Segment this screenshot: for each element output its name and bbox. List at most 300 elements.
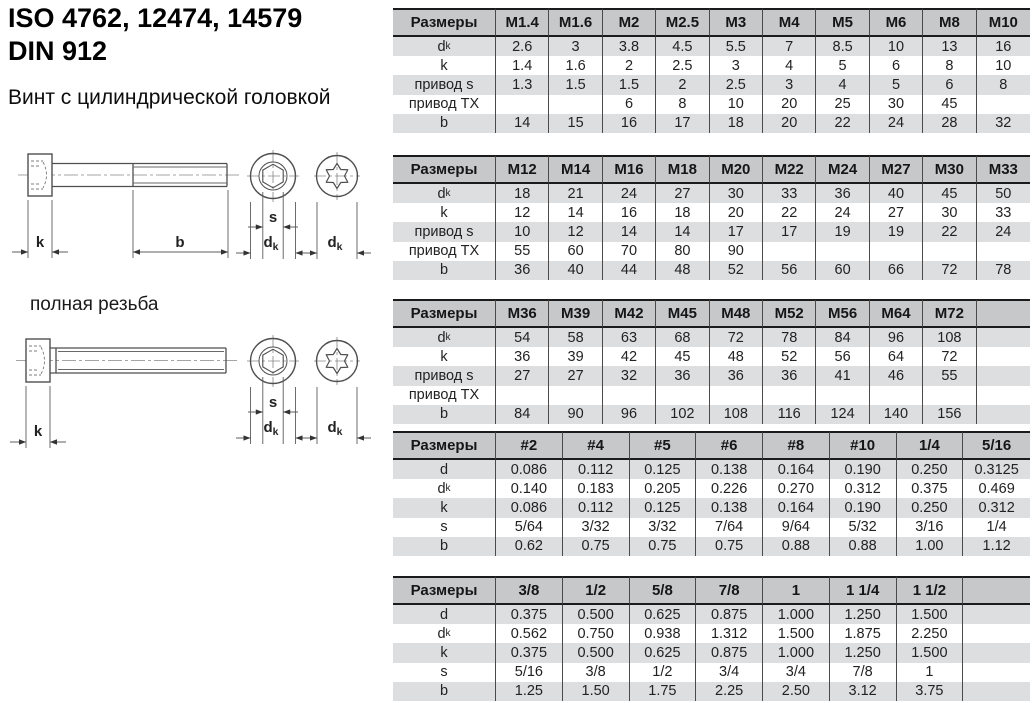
- dimension-value-cell: 14: [496, 114, 549, 133]
- dimension-value-cell: 52: [710, 261, 763, 280]
- dimension-value-cell: 0.086: [496, 498, 563, 517]
- row-label: d: [393, 605, 496, 624]
- size-column-header: M4: [763, 8, 816, 37]
- dimension-value-cell: 0.164: [763, 460, 830, 479]
- dimension-value-cell: 48: [710, 347, 763, 366]
- dimension-value-cell: 1: [897, 663, 964, 682]
- row-label: d k: [393, 37, 496, 56]
- dimension-value-cell: 14: [603, 222, 656, 241]
- dimension-value-cell: 16: [603, 114, 656, 133]
- dimension-value-cell: 0.112: [563, 498, 630, 517]
- row-label: привод TX: [393, 95, 496, 114]
- dimension-value-cell: 2: [656, 75, 709, 94]
- size-column-header: M12: [496, 155, 549, 184]
- dimension-value-cell: 50: [977, 184, 1030, 203]
- size-column-header: 1 1/4: [830, 576, 897, 605]
- dimension-value-cell: 1.75: [630, 682, 697, 701]
- dimension-value-cell: 0.500: [563, 643, 630, 662]
- size-column-header: #5: [630, 431, 697, 460]
- dimension-value-cell: 5: [816, 56, 869, 75]
- dimension-value-cell: [496, 95, 549, 114]
- dimension-value-cell: [603, 386, 656, 405]
- dimension-value-cell: 30: [923, 203, 976, 222]
- dimension-value-cell: 36: [496, 347, 549, 366]
- size-column-header: M2: [603, 8, 656, 37]
- dimension-value-cell: [977, 242, 1030, 261]
- size-column-header: 1/2: [563, 576, 630, 605]
- dimension-value-cell: 1.500: [763, 624, 830, 643]
- dimension-value-cell: 84: [496, 405, 549, 424]
- dimension-value-cell: 0.625: [630, 605, 697, 624]
- size-column-header: M27: [870, 155, 923, 184]
- size-column-header: #6: [696, 431, 763, 460]
- dimension-value-cell: 10: [995, 57, 1012, 74]
- dimension-value-cell: 116: [763, 405, 816, 424]
- dimension-value-cell: [963, 605, 1030, 624]
- dimension-value-cell: 36: [816, 184, 869, 203]
- dimension-value-cell: 0.3125: [963, 460, 1030, 479]
- table-corner-header: Размеры: [393, 8, 496, 37]
- row-label: k: [393, 643, 496, 662]
- full-thread-label: полная резьба: [30, 294, 159, 315]
- dimension-value-cell: 3/16: [897, 518, 964, 537]
- row-label: s: [393, 663, 496, 682]
- dimension-value-cell: 5/32: [830, 518, 897, 537]
- dimension-value-cell: 6: [603, 95, 656, 114]
- dim-label-dk: $d_k$: [263, 419, 279, 438]
- dimension-value-cell: 3/32: [563, 518, 630, 537]
- dimension-value-cell: 27: [656, 184, 709, 203]
- row-label: d k: [393, 328, 496, 347]
- dimension-value-cell: 0.312: [963, 498, 1030, 517]
- dimension-value-cell: 54: [496, 328, 549, 347]
- dimension-value-cell: 72: [710, 328, 763, 347]
- screw-head: [28, 154, 52, 196]
- dimension-value-cell: 0.75: [563, 537, 630, 556]
- product-subtitle: Винт с цилиндрической головкой: [8, 86, 331, 109]
- size-column-header: M3: [710, 8, 763, 37]
- dimension-value-cell: 55: [923, 366, 976, 385]
- dimension-value-cell: 0.375: [496, 605, 563, 624]
- size-column-header: M64: [870, 299, 923, 328]
- dimension-value-cell: 0.205: [630, 479, 697, 498]
- dimension-value-cell: 41: [816, 366, 869, 385]
- size-column-header: M22: [763, 155, 816, 184]
- dimension-value-cell: 3: [763, 75, 816, 94]
- dimension-value-cell: 3/4: [763, 663, 830, 682]
- size-column-header: #8: [763, 431, 830, 460]
- dimension-value-cell: 4.5: [656, 37, 709, 56]
- dimension-value-cell: 5.5: [710, 37, 763, 56]
- dimension-value-cell: 24: [603, 184, 656, 203]
- dimension-value-cell: 30: [870, 95, 923, 114]
- dimensions-table-3: [393, 299, 1030, 424]
- dimension-value-cell: [977, 347, 1030, 366]
- dimension-value-cell: 24: [977, 222, 1030, 241]
- dimension-value-cell: 18: [656, 203, 709, 222]
- size-column-header: M42: [603, 299, 656, 328]
- size-column-header: M45: [656, 299, 709, 328]
- row-label: s: [393, 518, 496, 537]
- dimension-value-cell: 90: [710, 242, 763, 261]
- dimension-value-cell: 60: [549, 242, 602, 261]
- size-column-header: M6: [870, 8, 923, 37]
- dimension-value-cell: 0.75: [630, 537, 697, 556]
- size-column-header: M52: [763, 299, 816, 328]
- dimension-value-cell: 2.6: [496, 37, 549, 56]
- row-label: b: [393, 261, 496, 280]
- dimension-value-cell: 20: [763, 114, 816, 133]
- row-label: b: [393, 114, 496, 133]
- dimension-value-cell: [816, 242, 869, 261]
- dimension-value-cell: 32: [603, 366, 656, 385]
- dim-label-dk: $d_k$: [327, 419, 343, 438]
- dimension-value-cell: 1.500: [897, 643, 964, 662]
- table-corner-header: Размеры: [393, 576, 496, 605]
- dimension-value-cell: 2.250: [897, 624, 964, 643]
- dimension-value-cell: 14: [549, 203, 602, 222]
- standard-iso-title: ISO 4762, 12474, 14579: [8, 3, 303, 33]
- dimension-value-cell: 27: [496, 366, 549, 385]
- dimension-value-cell: 36: [496, 261, 549, 280]
- dimension-value-cell: 1.00: [897, 537, 964, 556]
- row-label: b: [393, 537, 496, 556]
- dimension-value-cell: [977, 366, 1030, 385]
- dimension-value-cell: 2: [603, 56, 656, 75]
- dimension-value-cell: 0.312: [830, 479, 897, 498]
- dimension-value-cell: [763, 386, 816, 405]
- dimension-value-cell: 14: [656, 222, 709, 241]
- dimension-value-cell: 58: [549, 328, 602, 347]
- dimension-value-cell: 1.12: [963, 537, 1030, 556]
- row-label: d k: [393, 624, 496, 643]
- size-column-header: M39: [549, 299, 602, 328]
- dimension-value-cell: 1.3: [496, 75, 549, 94]
- dimension-value-cell: [710, 386, 763, 405]
- dimensions-table-2: [393, 155, 1030, 280]
- dimensions-table-1: [393, 8, 1030, 133]
- row-label: b: [393, 405, 496, 424]
- dimension-value-cell: 1.6: [549, 56, 602, 75]
- end-view-torx-socket: [303, 337, 371, 444]
- dimension-value-cell: [963, 624, 1030, 643]
- screw-drawing-full-thread: [0, 330, 385, 480]
- size-column-header: [977, 299, 1030, 328]
- dimension-value-cell: 0.75: [696, 537, 763, 556]
- dimension-value-cell: [977, 405, 1030, 424]
- size-column-header: 1: [763, 576, 830, 605]
- dimension-value-cell: 1.875: [830, 624, 897, 643]
- dimension-value-cell: 0.183: [563, 479, 630, 498]
- dimension-value-cell: 1.000: [763, 643, 830, 662]
- dimension-value-cell: 45: [656, 347, 709, 366]
- dimensions-table-5: [393, 576, 1030, 701]
- dimension-value-cell: 1.312: [696, 624, 763, 643]
- page-title: [8, 2, 302, 68]
- row-label: d k: [393, 479, 496, 498]
- size-column-header: M20: [710, 155, 763, 184]
- dimension-value-cell: 45: [923, 95, 976, 114]
- dimension-value-cell: 2.5: [710, 75, 763, 94]
- dimension-value-cell: 5/64: [496, 518, 563, 537]
- dimension-value-cell: [977, 95, 1030, 114]
- dimension-value-cell: 28: [923, 114, 976, 133]
- dimension-value-cell: 3/8: [563, 663, 630, 682]
- dimensions-table-4: [393, 431, 1030, 556]
- screw-drawing-partial-thread: [0, 146, 385, 296]
- dimension-value-cell: 17: [656, 114, 709, 133]
- dimension-value-cell: 19: [816, 222, 869, 241]
- size-column-header: 7/8: [696, 576, 763, 605]
- dimension-value-cell: 96: [870, 328, 923, 347]
- dimension-value-cell: 3.75: [897, 682, 964, 701]
- dimension-value-cell: [963, 663, 1030, 682]
- dimension-value-cell: 60: [816, 261, 869, 280]
- dimension-value-cell: 64: [870, 347, 923, 366]
- dimension-value-cell: 56: [763, 261, 816, 280]
- dimension-value-cell: 0.138: [696, 460, 763, 479]
- dimension-value-cell: [963, 643, 1030, 662]
- dimension-value-cell: 3/4: [696, 663, 763, 682]
- dimension-value-cell: 156: [923, 405, 976, 424]
- dimension-value-cell: [870, 386, 923, 405]
- dimension-value-cell: 68: [656, 328, 709, 347]
- table-corner-header: Размеры: [393, 155, 496, 184]
- dim-label-s: s: [268, 394, 278, 411]
- dimension-value-cell: 96: [603, 405, 656, 424]
- dimension-value-cell: 108: [923, 328, 976, 347]
- dimension-value-cell: 0.250: [897, 498, 964, 517]
- dimension-lines: [12, 190, 228, 258]
- dimension-value-cell: 63: [603, 328, 656, 347]
- dimension-value-cell: 0.375: [496, 643, 563, 662]
- dim-label-k: k: [33, 423, 43, 440]
- dimension-value-cell: 6: [923, 75, 976, 94]
- dimension-value-cell: 0.190: [830, 498, 897, 517]
- dimension-value-cell: 0.938: [630, 624, 697, 643]
- dimension-value-cell: 33: [995, 204, 1012, 221]
- dimension-value-cell: 17: [763, 222, 816, 241]
- size-column-header: [963, 576, 1030, 605]
- dimension-value-cell: 32: [977, 114, 1030, 133]
- dimension-value-cell: [549, 95, 602, 114]
- size-column-header: M30: [923, 155, 976, 184]
- dimension-value-cell: 0.562: [496, 624, 563, 643]
- dimension-value-cell: [977, 328, 1030, 347]
- dimension-value-cell: [963, 682, 1030, 701]
- size-column-header: 5/16: [963, 431, 1030, 460]
- dimension-value-cell: 0.138: [696, 498, 763, 517]
- size-column-header: #2: [496, 431, 563, 460]
- dimension-value-cell: 5: [870, 75, 923, 94]
- dimension-value-cell: 3.8: [603, 37, 656, 56]
- dimension-value-cell: 0.270: [763, 479, 830, 498]
- dimension-value-cell: 66: [870, 261, 923, 280]
- size-column-header: M48: [710, 299, 763, 328]
- dimension-value-cell: 21: [549, 184, 602, 203]
- dimension-value-cell: 46: [870, 366, 923, 385]
- dimension-value-cell: [923, 242, 976, 261]
- size-column-header: M18: [656, 155, 709, 184]
- size-column-header: M10: [977, 8, 1030, 37]
- dimension-value-cell: 22: [763, 203, 816, 222]
- dimension-value-cell: 27: [870, 203, 923, 222]
- dimension-value-cell: 3: [710, 56, 763, 75]
- size-column-header: 5/8: [630, 576, 697, 605]
- size-column-header: #4: [563, 431, 630, 460]
- dimension-value-cell: 0.140: [496, 479, 563, 498]
- dimension-value-cell: 39: [549, 347, 602, 366]
- size-column-header: M56: [816, 299, 869, 328]
- dimension-value-cell: 25: [816, 95, 869, 114]
- size-column-header: 3/8: [496, 576, 563, 605]
- dimension-value-cell: 1/4: [986, 519, 1007, 536]
- dim-label-k: k: [35, 234, 45, 251]
- row-label: k: [393, 347, 496, 366]
- dimension-value-cell: 30: [710, 184, 763, 203]
- dimension-value-cell: 18: [496, 184, 549, 203]
- table-corner-header: Размеры: [393, 431, 496, 460]
- dimension-value-cell: [763, 242, 816, 261]
- size-column-header: M2.5: [656, 8, 709, 37]
- dimension-value-cell: 48: [656, 261, 709, 280]
- end-view-torx-socket: [303, 152, 371, 259]
- dimension-value-cell: 0.226: [696, 479, 763, 498]
- dimension-value-cell: 78: [977, 261, 1030, 280]
- dimension-value-cell: 40: [870, 184, 923, 203]
- size-column-header: M16: [603, 155, 656, 184]
- dimension-value-cell: 9/64: [763, 518, 830, 537]
- dimension-value-cell: 15: [549, 114, 602, 133]
- dimension-value-cell: 0.375: [897, 479, 964, 498]
- dimension-value-cell: [816, 386, 869, 405]
- standard-din-title: DIN 912: [8, 35, 108, 66]
- dimension-value-cell: 20: [710, 203, 763, 222]
- dimension-value-cell: 5/16: [496, 663, 563, 682]
- dimension-value-cell: 40: [549, 261, 602, 280]
- dimension-value-cell: 10: [870, 37, 923, 56]
- dimension-value-cell: 0.250: [897, 460, 964, 479]
- size-column-header: M1.4: [496, 8, 549, 37]
- row-label: d: [393, 460, 496, 479]
- row-label: привод s: [393, 75, 496, 94]
- dimension-value-cell: 2.5: [656, 56, 709, 75]
- size-column-header: 1/4: [897, 431, 964, 460]
- row-label: k: [393, 56, 496, 75]
- dimension-value-cell: [977, 386, 1030, 405]
- size-column-header: M24: [816, 155, 869, 184]
- dimension-value-cell: 27: [549, 366, 602, 385]
- dimension-value-cell: 3/32: [630, 518, 697, 537]
- dimension-arrows: [19, 439, 57, 444]
- size-column-header: M72: [923, 299, 976, 328]
- dimension-value-cell: 33: [763, 184, 816, 203]
- dimension-value-cell: 3: [549, 37, 602, 56]
- row-label: привод TX: [393, 386, 496, 405]
- dimension-value-cell: 72: [923, 347, 976, 366]
- dimension-value-cell: 2.50: [763, 682, 830, 701]
- row-label: k: [393, 203, 496, 222]
- dimension-value-cell: 0.125: [630, 498, 697, 517]
- dimension-value-cell: [870, 242, 923, 261]
- dimension-value-cell: 0.875: [696, 605, 763, 624]
- size-column-header: #10: [830, 431, 897, 460]
- dimension-value-cell: 13: [923, 37, 976, 56]
- dimension-value-cell: 0.469: [978, 480, 1015, 497]
- dimension-value-cell: 45: [923, 184, 976, 203]
- dimension-value-cell: 16: [977, 37, 1030, 56]
- dimension-value-cell: 44: [603, 261, 656, 280]
- dimension-value-cell: 42: [603, 347, 656, 366]
- dimension-value-cell: 0.125: [630, 460, 697, 479]
- dimension-value-cell: 4: [763, 56, 816, 75]
- dimension-value-cell: [496, 386, 549, 405]
- dimension-value-cell: 72: [923, 261, 976, 280]
- dimension-value-cell: 55: [496, 242, 549, 261]
- dim-label-dk: $d_k$: [327, 234, 343, 253]
- screw-head: [26, 339, 50, 382]
- dimension-value-cell: 12: [549, 222, 602, 241]
- dimension-value-cell: 0.500: [563, 605, 630, 624]
- dimension-value-cell: 1.250: [830, 643, 897, 662]
- dimension-value-cell: 24: [816, 203, 869, 222]
- end-view-hex-socket: [236, 335, 310, 444]
- dimension-value-cell: 0.086: [496, 460, 563, 479]
- dimension-value-cell: 22: [816, 114, 869, 133]
- dimension-value-cell: 108: [710, 405, 763, 424]
- size-column-header: M33: [977, 155, 1030, 184]
- dimension-value-cell: 1.5: [549, 75, 602, 94]
- dimension-value-cell: 36: [656, 366, 709, 385]
- dimension-value-cell: 10: [496, 222, 549, 241]
- dimension-value-cell: 1.25: [496, 682, 563, 701]
- row-label: привод s: [393, 222, 496, 241]
- dimension-value-cell: 0.750: [563, 624, 630, 643]
- dimension-value-cell: 8: [656, 95, 709, 114]
- dimension-value-cell: 20: [763, 95, 816, 114]
- size-column-header: M14: [549, 155, 602, 184]
- dimension-value-cell: 12: [496, 203, 549, 222]
- row-label: привод s: [393, 366, 496, 385]
- dimension-value-cell: [549, 386, 602, 405]
- dimension-value-cell: 1.500: [897, 605, 964, 624]
- dimension-value-cell: 8: [923, 56, 976, 75]
- dimension-value-cell: 7: [763, 37, 816, 56]
- dimension-value-cell: 7/8: [830, 663, 897, 682]
- dimension-value-cell: 4: [816, 75, 869, 94]
- dimension-value-cell: 0.88: [830, 537, 897, 556]
- dimension-value-cell: 0.625: [630, 643, 697, 662]
- dim-label-dk: $d_k$: [263, 234, 279, 253]
- dimension-value-cell: 24: [870, 114, 923, 133]
- dimension-value-cell: 70: [603, 242, 656, 261]
- dimension-value-cell: 16: [603, 203, 656, 222]
- dimension-value-cell: 0.88: [763, 537, 830, 556]
- dimension-value-cell: 1.250: [830, 605, 897, 624]
- dimension-value-cell: 0.112: [563, 460, 630, 479]
- dimension-value-cell: 10: [710, 95, 763, 114]
- size-column-header: M8: [923, 8, 976, 37]
- dimension-value-cell: 2.25: [696, 682, 763, 701]
- row-label: b: [393, 682, 496, 701]
- dimension-value-cell: 36: [710, 366, 763, 385]
- dim-label-s: s: [268, 209, 278, 226]
- dimension-value-cell: 140: [870, 405, 923, 424]
- dimension-value-cell: 78: [763, 328, 816, 347]
- dimension-value-cell: 0.875: [696, 643, 763, 662]
- size-column-header: 1 1/2: [897, 576, 964, 605]
- dimension-value-cell: 22: [923, 222, 976, 241]
